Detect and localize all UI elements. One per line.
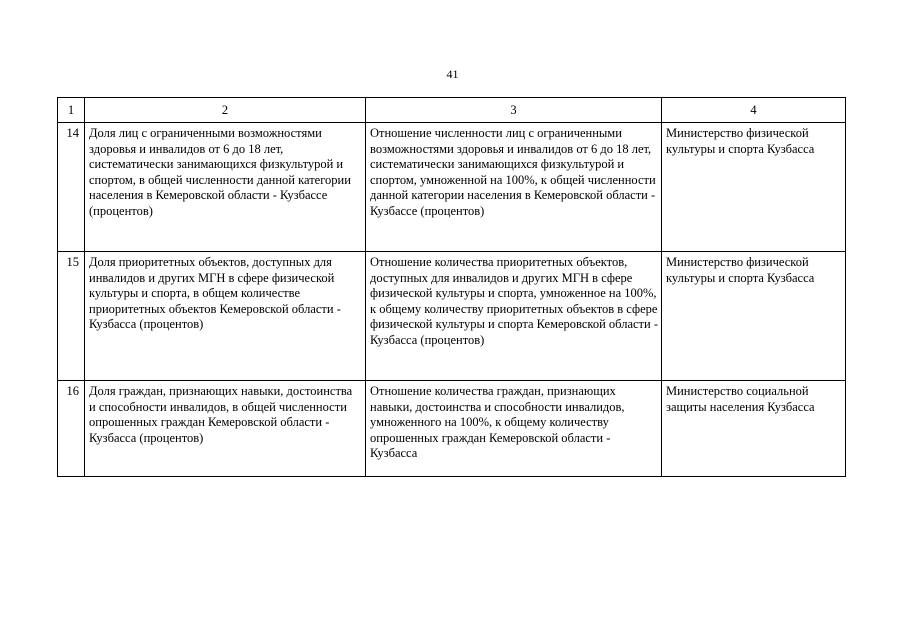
indicators-table (57, 97, 846, 477)
row-number: 14 (58, 123, 85, 252)
method-cell: Отношение количества приоритетных объектов, доступных для инвалидов и других МГН в сфере физической культуры и спорта, умноженное на 100%, к общему количеству приоритетных объектов в сфере физической культуры и спорта Кемеровской области - Кузбасса (процентов) (366, 252, 662, 381)
indicator-cell: Доля приоритетных объектов, доступных для инвалидов и других МГН в сфере физической культуры и спорта, в общем количестве приоритетных объектов Кемеровской области - Кузбасса (процентов) (85, 252, 366, 381)
header-cell-3: 3 (366, 98, 662, 123)
method-cell: Отношение количества граждан, признающих навыки, достоинства и способности инвалидов, умноженного на 100%, к общему количеству опрошенных граждан Кемеровской области - Кузбасса (366, 381, 662, 477)
responsible-cell: Министерство физической культуры и спорта Кузбасса (662, 123, 846, 252)
header-cell-4: 4 (662, 98, 846, 123)
method-cell: Отношение численности лиц с ограниченными возможностями здоровья и инвалидов от 6 до 18 лет, систематически занимающихся физкультурой и спортом, умноженной на 100%, к общей численности данной категории населения в Кемеровской области - Кузбассе (процентов) (366, 123, 662, 252)
table-row (58, 252, 846, 381)
page-number: 41 (446, 67, 459, 81)
header-cell-2: 2 (85, 98, 366, 123)
row-number: 16 (58, 381, 85, 477)
table-row (58, 123, 846, 252)
responsible-cell: Министерство социальной защиты населения Кузбасса (662, 381, 846, 477)
row-number: 15 (58, 252, 85, 381)
responsible-cell: Министерство физической культуры и спорта Кузбасса (662, 252, 846, 381)
indicator-cell: Доля граждан, признающих навыки, достоинства и способности инвалидов, в общей численности опрошенных граждан Кемеровской области - Кузбасса (процентов) (85, 381, 366, 477)
table-header-row (58, 98, 846, 123)
indicator-cell: Доля лиц с ограниченными возможностями здоровья и инвалидов от 6 до 18 лет, систематически занимающихся физкультурой и спортом, в общей численности данной категории населения в Кемеровской области - Кузбассе (процентов) (85, 123, 366, 252)
header-cell-1: 1 (58, 98, 85, 123)
table-row (58, 381, 846, 477)
